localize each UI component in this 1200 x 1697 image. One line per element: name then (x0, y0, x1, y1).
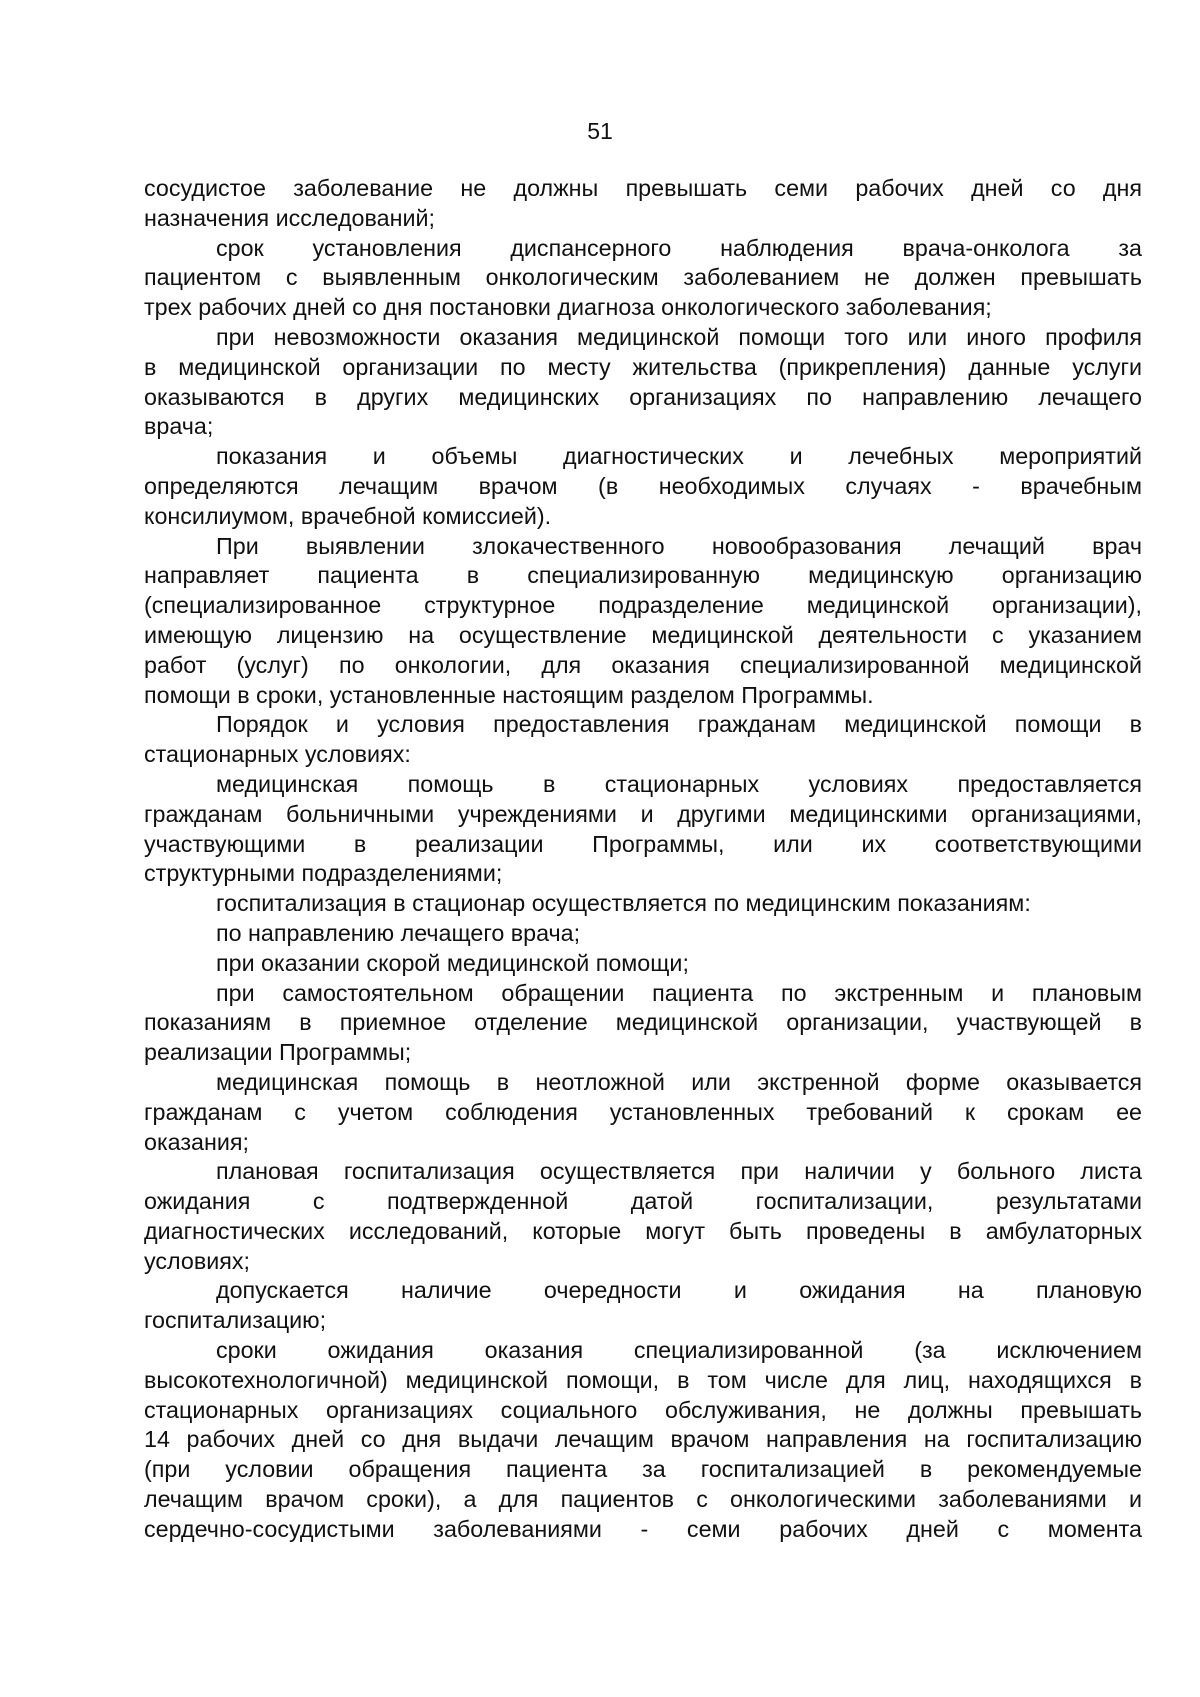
paragraph-line: показания и объемы диагностических и лечебных мероприятий (216, 443, 1142, 470)
paragraph-line: срок установления диспансерного наблюдения врача-онколога за (216, 234, 1142, 261)
paragraph-line: высокотехнологичной) медицинской помощи, в том числе для лиц, находящихся в (144, 1366, 1142, 1393)
paragraph-line: при невозможности оказания медицинской помощи того или иного профиля (216, 323, 1142, 350)
paragraph-line: в медицинской организации по месту жительства (прикрепления) данные услуги (144, 353, 1142, 380)
paragraph-line: имеющую лицензию на осуществление медицинской деятельности с указанием (144, 621, 1142, 648)
paragraph-line: пациентом с выявленным онкологическим заболеванием не должен превышать (144, 264, 1142, 291)
paragraph-line: врача; (144, 413, 214, 440)
paragraph-line: при оказании скорой медицинской помощи; (216, 949, 689, 976)
paragraph-line: диагностических исследований, которые могут быть проведены в амбулаторных (144, 1217, 1142, 1244)
paragraph-line: допускается наличие очередности и ожидания на плановую (216, 1277, 1142, 1304)
paragraph-line: лечащим врачом сроки), а для пациентов с онкологическими заболеваниями и (144, 1486, 1142, 1513)
paragraph-line: трех рабочих дней со дня постановки диагноза онкологического заболевания; (144, 294, 992, 321)
paragraph-line: Порядок и условия предоставления гражданам медицинской помощи в (216, 711, 1142, 738)
page-number: 51 (587, 118, 613, 144)
paragraph-line: При выявлении злокачественного новообразования лечащий врач (216, 532, 1142, 559)
paragraph-line: структурными подразделениями; (144, 860, 503, 887)
paragraph-line: консилиумом, врачебной комиссией). (144, 502, 552, 529)
paragraph-line: (при условии обращения пациента за госпитализацией в рекомендуемые (144, 1456, 1142, 1483)
paragraph-line: гражданам больничными учреждениями и другими медицинскими организациями, (144, 800, 1142, 827)
document-body (144, 174, 1142, 1545)
paragraph-line: назначения исследований; (144, 204, 435, 231)
paragraph-line: плановая госпитализация осуществляется при наличии у больного листа (216, 1158, 1142, 1185)
paragraph-line: участвующими в реализации Программы, или их соответствующими (144, 830, 1142, 857)
paragraph-line: условиях; (144, 1247, 250, 1274)
paragraph-line: оказываются в других медицинских организациях по направлению лечащего (144, 383, 1142, 410)
paragraph-line: госпитализация в стационар осуществляется по медицинским показаниям: (216, 890, 1031, 917)
paragraph-line: ожидания с подтвержденной датой госпитализации, результатами (144, 1188, 1142, 1215)
paragraph-line: госпитализацию; (144, 1307, 327, 1334)
paragraph-line: сроки ожидания оказания специализированной (за исключением (216, 1337, 1142, 1364)
paragraph-line: 14 рабочих дней со дня выдачи лечащим врачом направления на госпитализацию (144, 1426, 1142, 1453)
paragraph-line: медицинская помощь в стационарных условиях предоставляется (216, 770, 1142, 797)
paragraph-line: сердечно-сосудистыми заболеваниями - семи рабочих дней с момента (144, 1515, 1142, 1542)
paragraph-line: помощи в сроки, установленные настоящим разделом Программы. (144, 681, 874, 708)
paragraph-line: стационарных организациях социального обслуживания, не должны превышать (144, 1396, 1142, 1423)
paragraph-line: при самостоятельном обращении пациента по экстренным и плановым (216, 979, 1142, 1006)
paragraph-line: определяются лечащим врачом (в необходимых случаях - врачебным (144, 472, 1142, 499)
paragraph-line: сосудистое заболевание не должны превышать семи рабочих дней со дня (144, 175, 1142, 201)
paragraph-line: гражданам с учетом соблюдения установленных требований к срокам ее (144, 1098, 1142, 1125)
paragraph-line: (специализированное структурное подразделение медицинской организации), (144, 592, 1142, 619)
paragraph-line: работ (услуг) по онкологии, для оказания специализированной медицинской (144, 651, 1142, 678)
paragraph-line: по направлению лечащего врача; (216, 919, 581, 946)
paragraph-line: оказания; (144, 1128, 249, 1155)
paragraph-line: показаниям в приемное отделение медицинской организации, участвующей в (144, 1009, 1142, 1036)
paragraph-line: стационарных условиях: (144, 741, 411, 768)
paragraph-line: направляет пациента в специализированную медицинскую организацию (144, 562, 1142, 589)
paragraph-line: реализации Программы; (144, 1039, 412, 1066)
paragraph-line: медицинская помощь в неотложной или экстренной форме оказывается (216, 1068, 1142, 1095)
